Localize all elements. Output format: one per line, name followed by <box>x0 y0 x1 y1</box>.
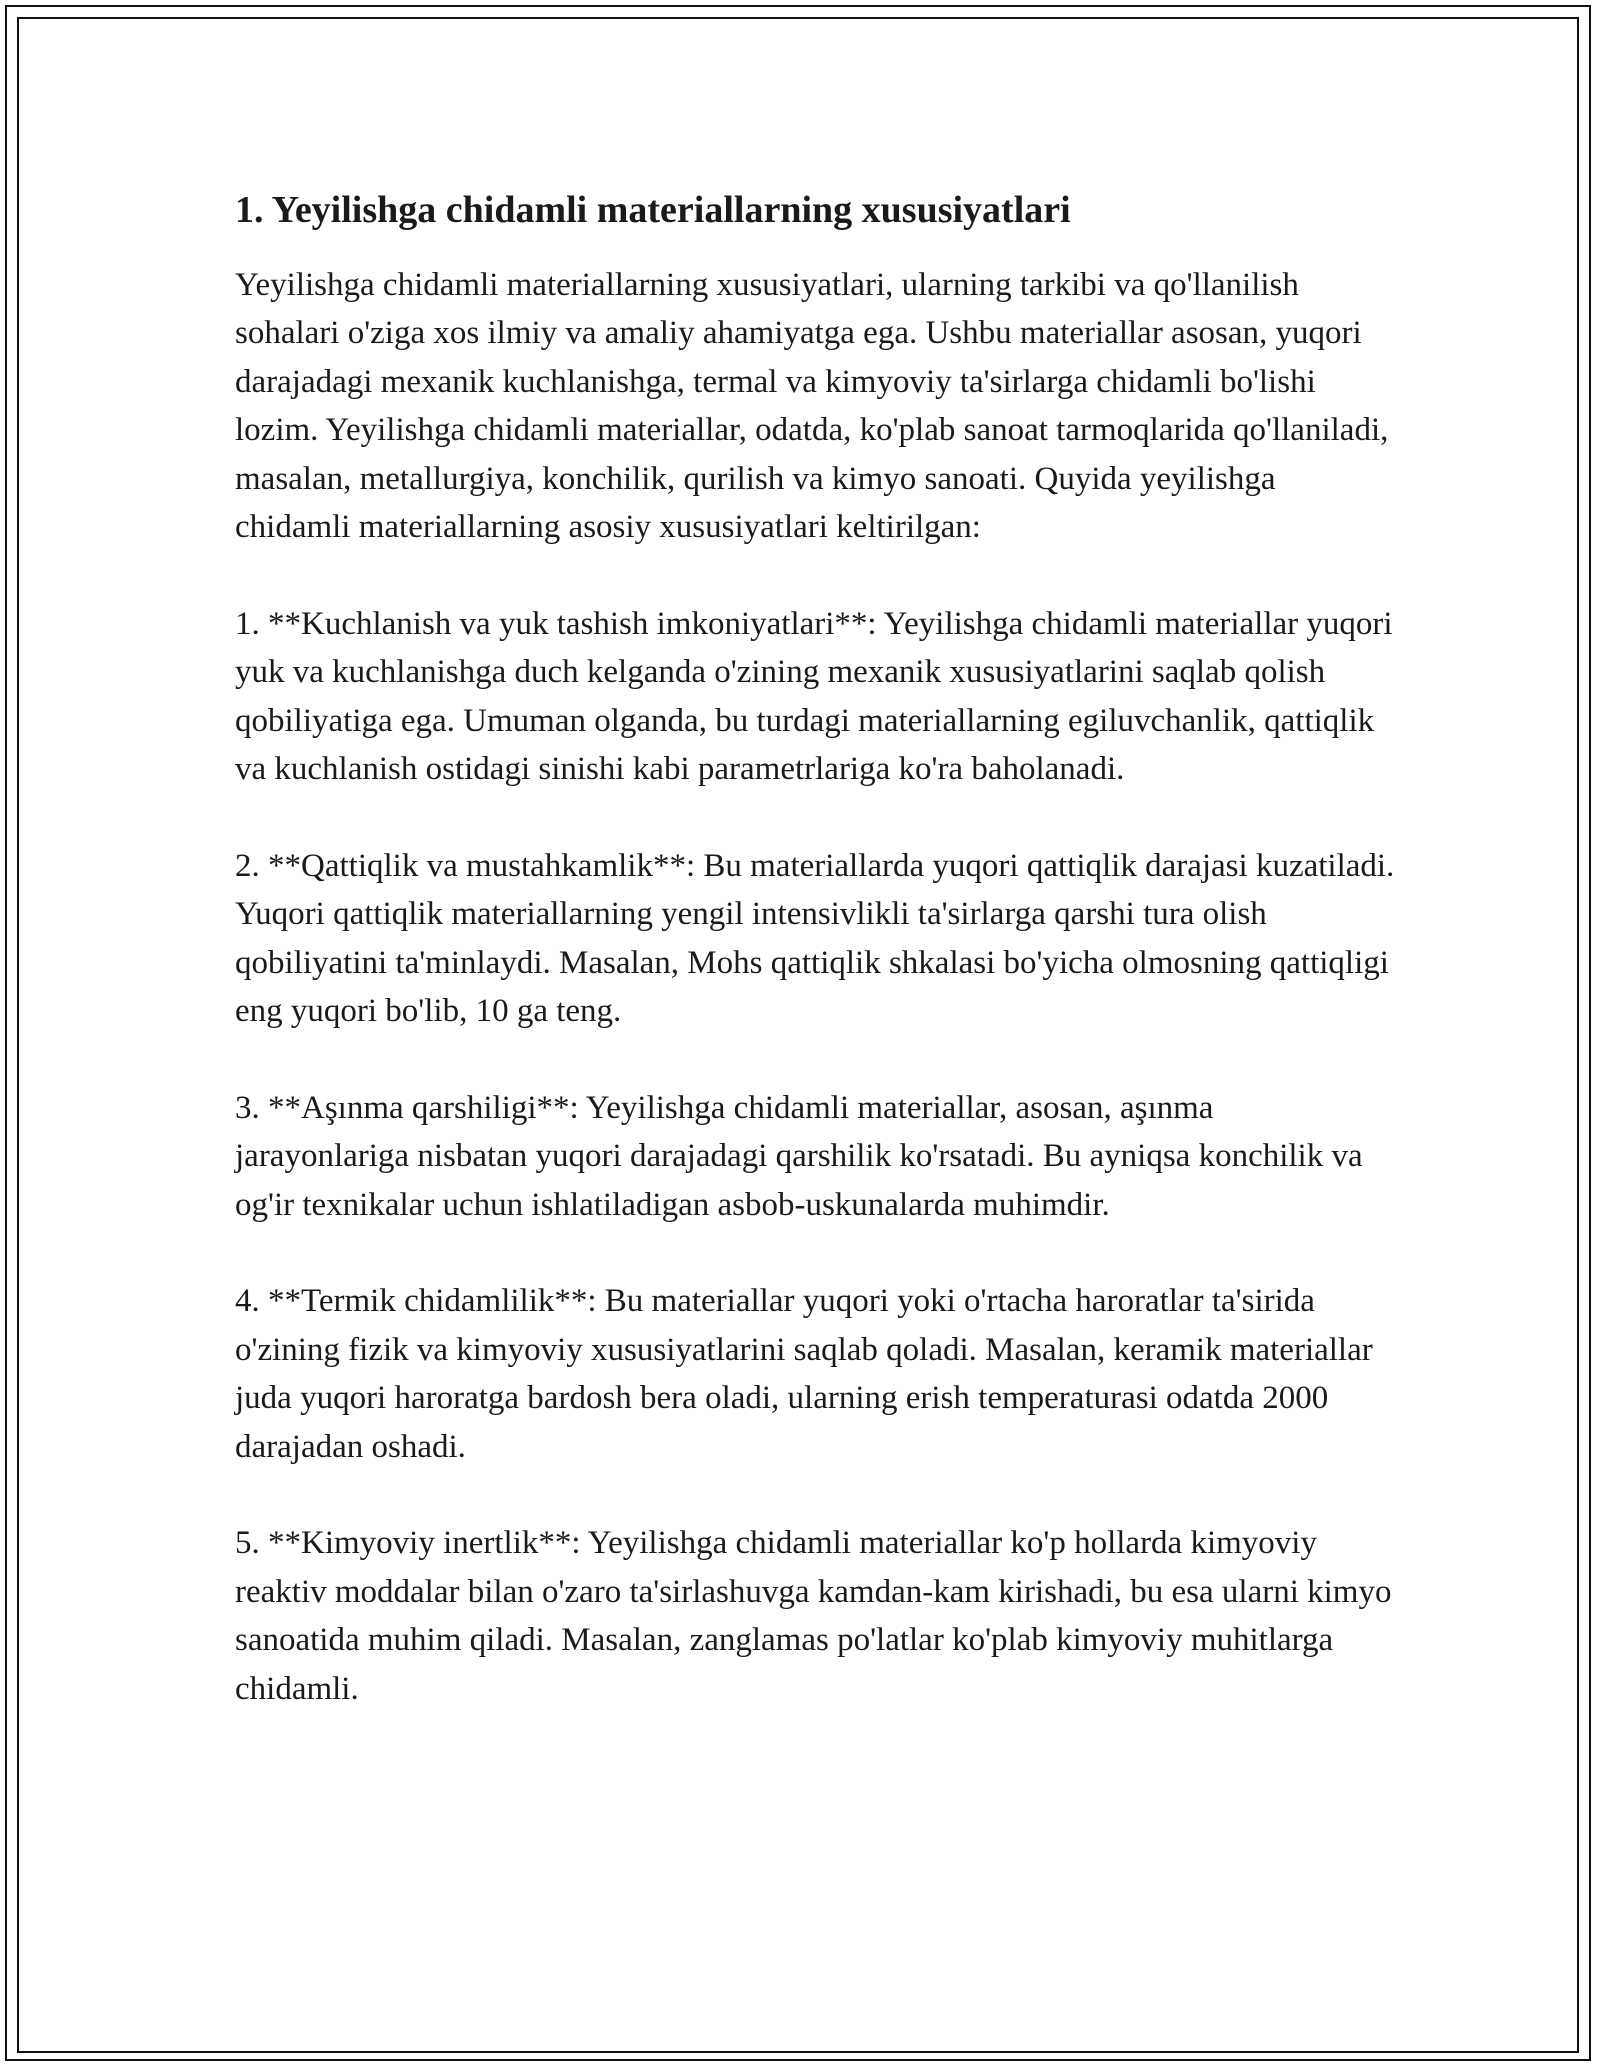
list-item-hardness: 2. **Qattiqlik va mustahkamlik**: Bu materiallarda yuqori qattiqlik darajasi kuzatiladi. Yuqori qattiqlik materiallarning yengil intensivlikli ta'sirlarga qarshi tura olish qobiliyatini ta'minlaydi. Masalan, Mohs qattiqlik shkalasi bo'yicha olmosning qattiqligi eng yuqori bo'lib, 10 ga teng. <box>235 847 1395 1030</box>
list-item-thermal: 4. **Termik chidamlilik**: Bu materiallar yuqori yoki o'rtacha haroratlar ta'sirida o'zining fizik va kimyoviy xususiyatlarini saqlab qoladi. Masalan, keramik materiallar juda yuqori haroratga bardosh bera oladi, ularning erish temperaturasi odatda 2000 darajadan oshadi. <box>235 1283 1373 1465</box>
list-item-chemical: 5. **Kimyoviy inertlik**: Yeyilishga chidamli materiallar ko'p hollarda kimyoviy reaktiv moddalar bilan o'zaro ta'sirlashuvga kamdan-kam kirishadi, bu esa ularni kimyo sanoatida muhim qiladi. Masalan, zanglamas po'latlar ko'plab kimyoviy muhitlarga chidamli. <box>235 1525 1392 1707</box>
list-item-strength: 1. **Kuchlanish va yuk tashish imkoniyatlari**: Yeyilishga chidamli materiallar yuqori yuk va kuchlanishga duch kelganda o'zining mexanik xususiyatlarini saqlab qolish qobiliyatiga ega. Umuman olganda, bu turdagi materiallarning egiluvchanlik, qattiqlik va kuchlanish ostidagi sinishi kabi parametrlariga ko'ra baholanadi. <box>235 605 1393 788</box>
intro-paragraph: Yeyilishga chidamli materiallarning xususiyatlari, ularning tarkibi va qo'llanilish sohalari o'ziga xos ilmiy va amaliy ahamiyatga ega. Ushbu materiallar asosan, yuqori darajadagi mexanik kuchlanishga, termal va kimyoviy ta'sirlarga chidamli bo'lishi lozim. Yeyilishga chidamli materiallar, odatda, ko'plab sanoat tarmoqlarida qo'llaniladi, masalan, metallurgiya, konchilik, qurilish va kimyo sanoati. Quyida yeyilishga chidamli materiallarning asosiy xususiyatlari keltirilgan: <box>235 267 1389 546</box>
document-body <box>235 185 1395 1762</box>
section-heading: 1. Yeyilishga chidamli materiallarning xususiyatlari <box>235 189 1071 231</box>
list-item-wear-resistance: 3. **Aşınma qarshiligi**: Yeyilishga chidamli materiallar, asosan, aşınma jarayonlariga nisbatan yuqori darajadagi qarshilik ko'rsatadi. Bu ayniqsa konchilik va og'ir texnikalar uchun ishlatiladigan asbob-uskunalarda muhimdir. <box>235 1089 1363 1223</box>
